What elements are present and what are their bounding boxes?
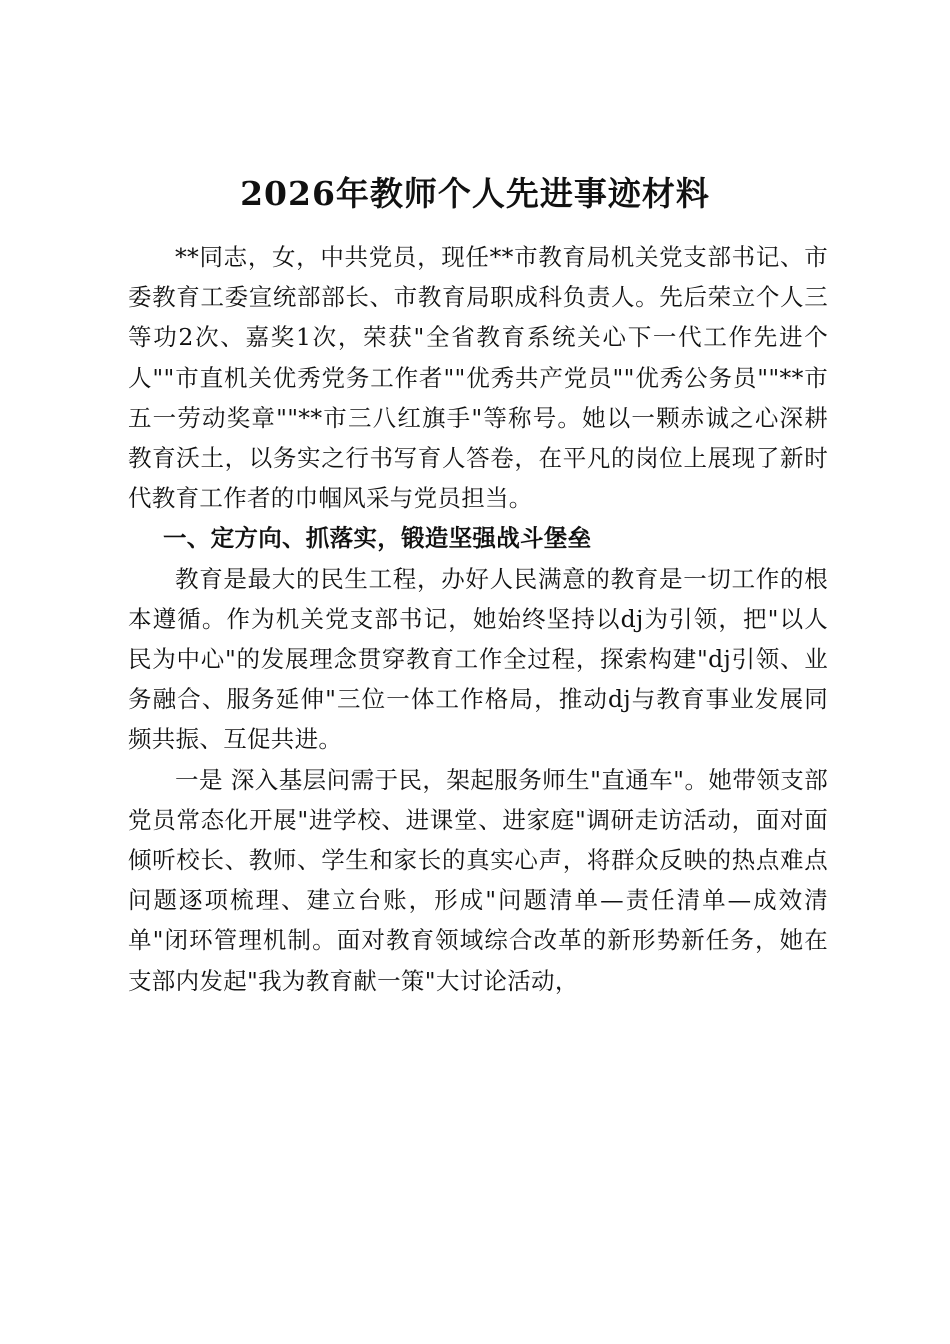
section-heading-1: 一、定方向、抓落实，锻造坚强战斗堡垒: [163, 524, 592, 553]
section-1-paragraph-1: 教育是最大的民生工程，办好人民满意的教育是一切工作的根本遵循。作为机关党支部书记，她始终坚持以dj为引领，把"以人民为中心"的发展理念贯穿教育工作全过程，探索构建"dj引领、业务融合、服务延伸"三位一体工作格局，推动dj与教育事业发展同频共振、互促共进。: [128, 564, 828, 754]
document-body: [128, 237, 828, 1001]
intro-paragraph: **同志，女，中共党员，现任**市教育局机关党支部书记、市委教育工委宣统部部长、市教育局职成科负责人。先后荣立个人三等功2次、嘉奖1次，荣获"全省教育系统关心下一代工作先进个人""市直机关优秀党务工作者""优秀共产党员""优秀公务员""**市五一劳动奖章""**市三八红旗手"等称号。她以一颗赤诚之心深耕教育沃土，以务实之行书写育人答卷，在平凡的岗位上展现了新时代教育工作者的巾帼风采与党员担当。: [128, 243, 828, 513]
section-1-paragraph-2: 一是 深入基层问需于民，架起服务师生"直通车"。她带领支部党员常态化开展"进学校、进课堂、进家庭"调研走访活动，面对面倾听校长、教师、学生和家长的真实心声，将群众反映的热点难点问题逐项梳理、建立台账，形成"问题清单—责任清单—成效清单"闭环管理机制。面对教育领域综合改革的新形势新任务，她在支部内发起"我为教育献一策"大讨论活动，: [128, 765, 828, 995]
document-title: 2026年教师个人先进事迹材料: [240, 174, 710, 213]
